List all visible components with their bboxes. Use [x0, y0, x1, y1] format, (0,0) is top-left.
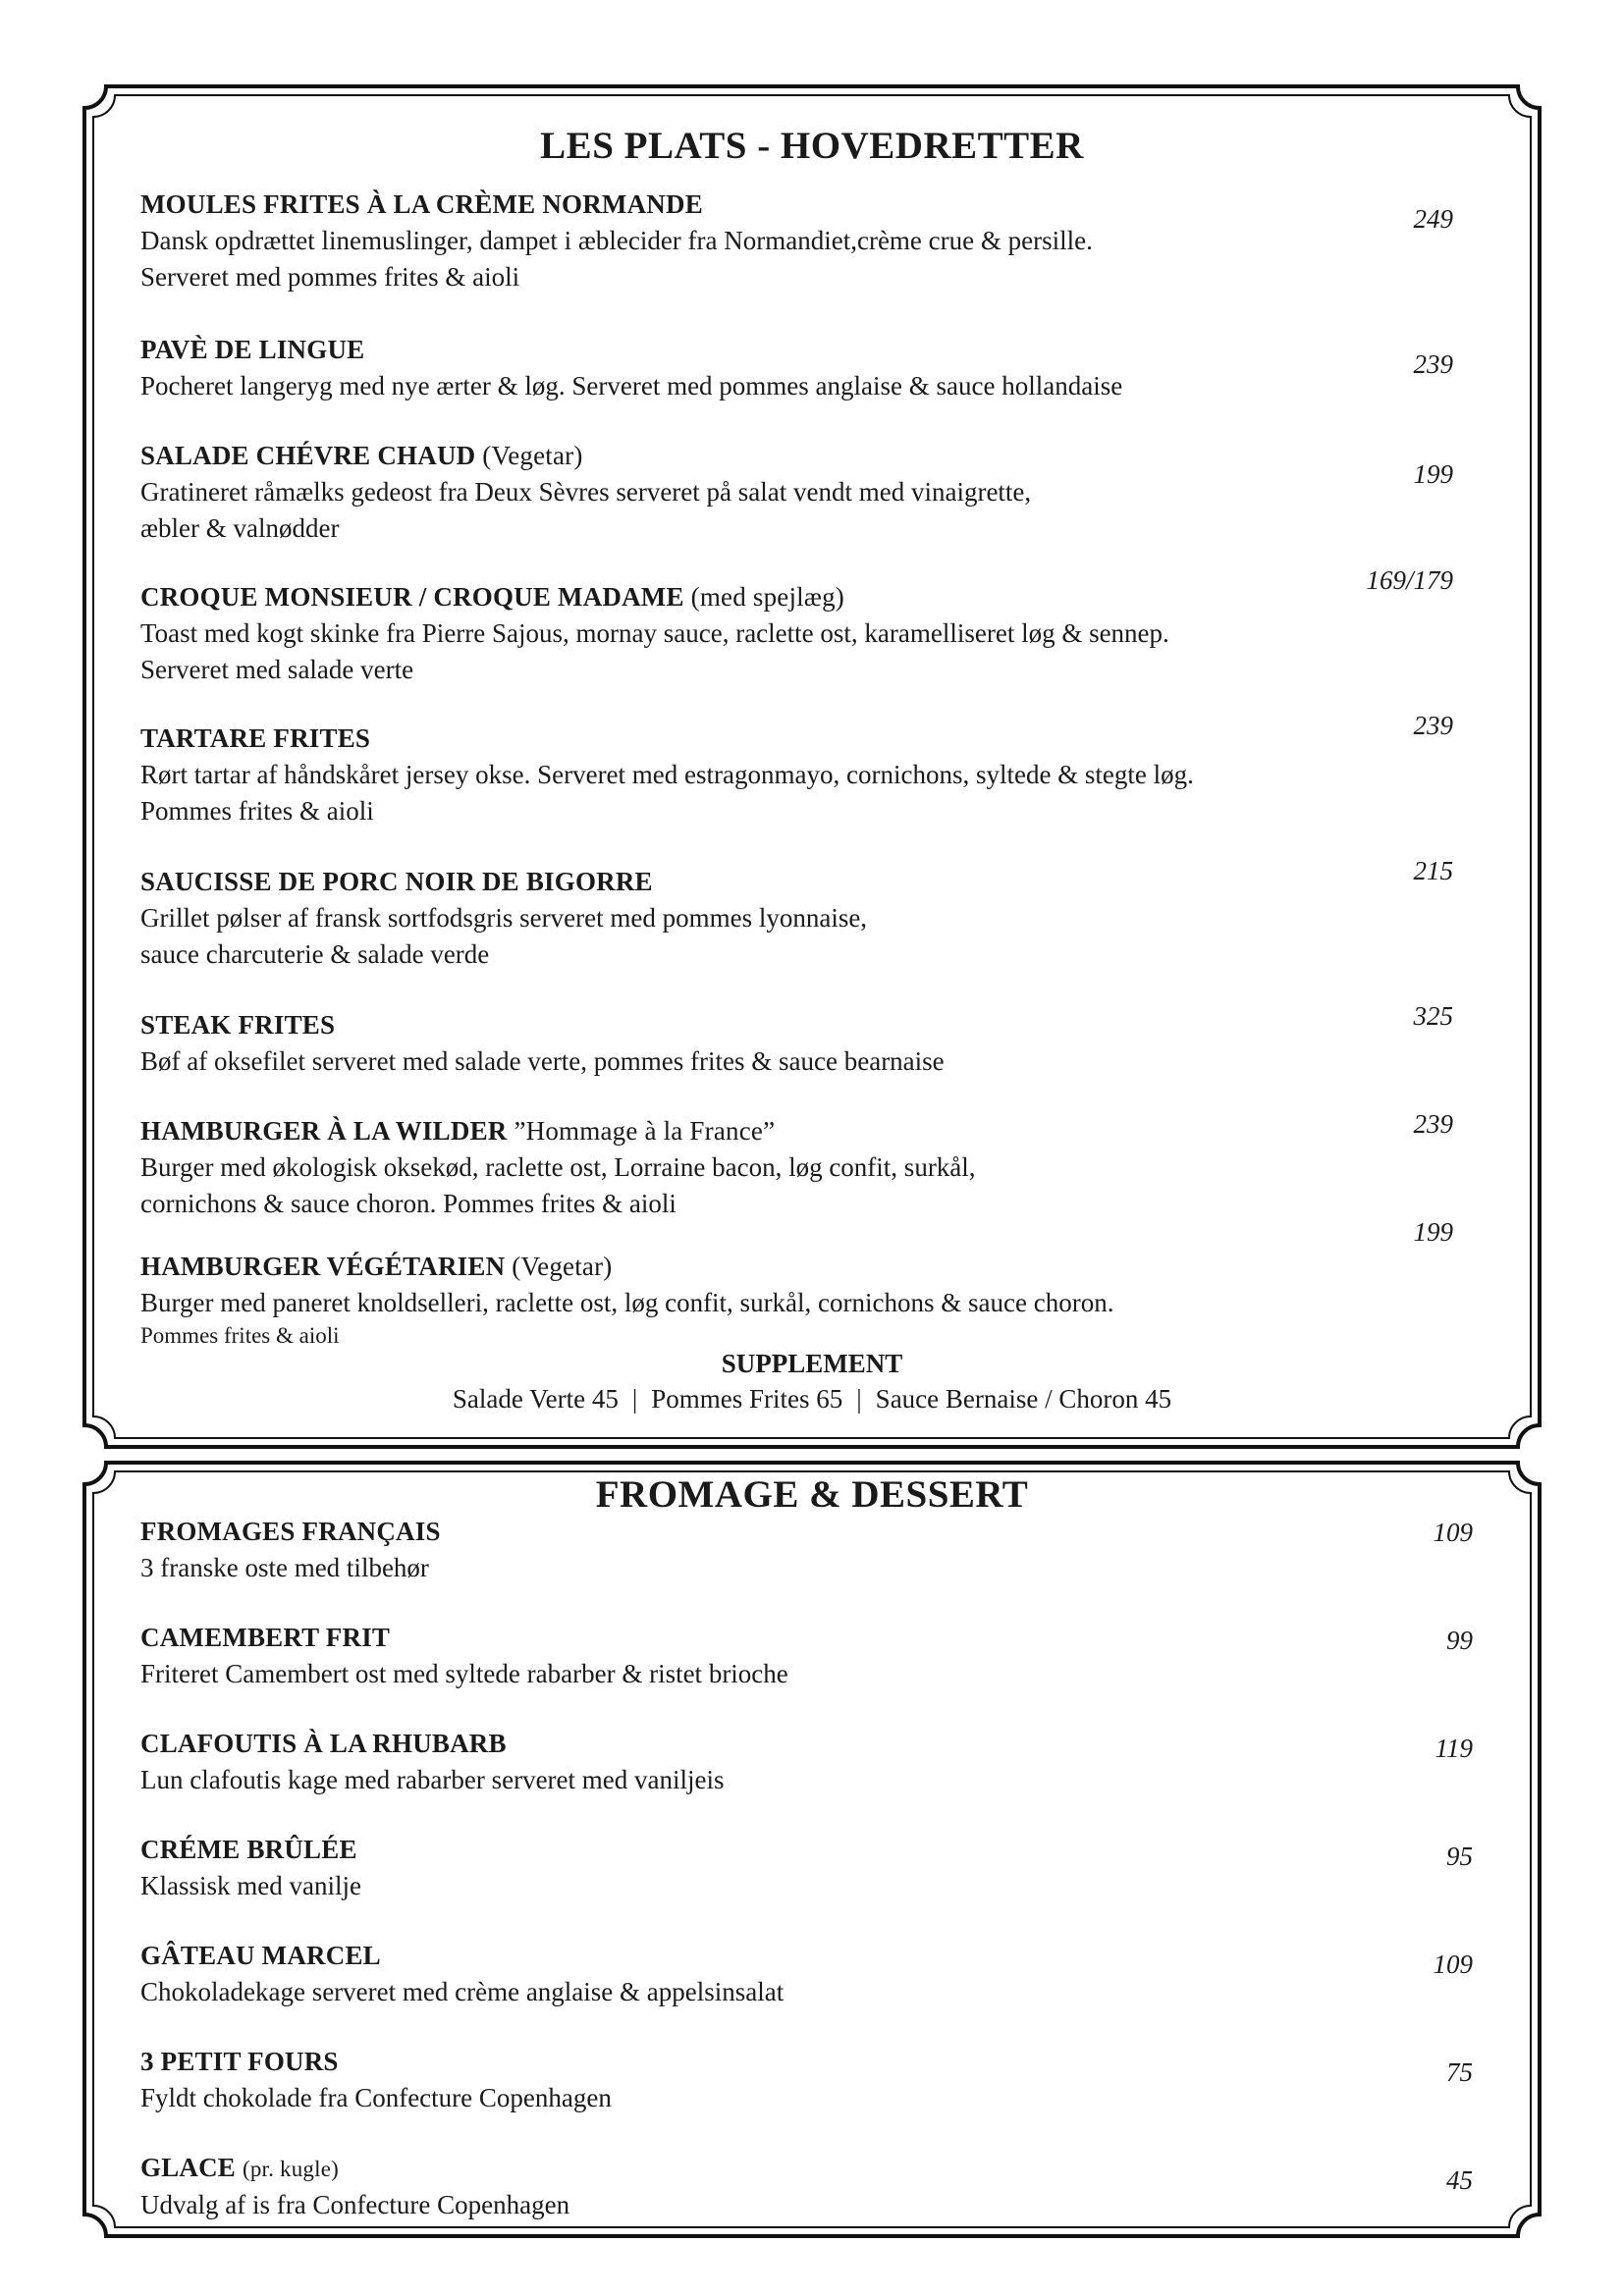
menu-item	[140, 1514, 1481, 1586]
separator: |	[631, 1384, 638, 1414]
supplement-entry: Pommes Frites 65	[651, 1384, 843, 1414]
menu-item	[140, 864, 1481, 973]
item-description: Grillet pølser af fransk sortfodsgris serveret med pommes lyonnaise,	[140, 903, 868, 933]
item-name: CROQUE MONSIEUR / CROQUE MADAME (med spejlæg)	[140, 582, 844, 612]
item-note: (med spejlæg)	[690, 582, 844, 612]
separator: |	[856, 1384, 862, 1414]
item-note: (pr. kugle)	[242, 2157, 339, 2181]
item-description: Rørt tartar af håndskåret jersey okse. Serveret med estragonmayo, cornichons, syltede & stegte løg.	[140, 760, 1194, 789]
item-description: cornichons & sauce choron. Pommes frites & aioli	[140, 1189, 677, 1218]
item-name: GÂTEAU MARCEL	[140, 1941, 381, 1970]
menu-item	[140, 187, 1481, 295]
item-price: 239	[1413, 1109, 1453, 1139]
menu-item	[140, 1007, 1481, 1080]
dessert-panel	[84, 1463, 1540, 2236]
item-description: Toast med kogt skinke fra Pierre Sajous, mornay sauce, raclette ost, karamelliseret løg & sennep.	[140, 618, 1169, 648]
menu-item	[140, 721, 1481, 829]
item-name: TARTARE FRITES	[140, 723, 371, 753]
item-description: Udvalg af is fra Confecture Copenhagen	[140, 2190, 570, 2219]
supplement-list	[84, 1384, 1540, 1415]
item-name: STEAK FRITES	[140, 1010, 336, 1040]
item-name: CLAFOUTIS À LA RHUBARB	[140, 1729, 507, 1758]
main-courses-panel	[84, 86, 1540, 1447]
item-name: PAVÈ DE LINGUE	[140, 335, 365, 364]
item-description: Serveret med salade verte	[140, 655, 414, 684]
item-description: Fyldt chokolade fra Confecture Copenhagen	[140, 2083, 612, 2112]
item-name: SALADE CHÉVRE CHAUD (Vegetar)	[140, 441, 583, 470]
item-name: 3 PETIT FOURS	[140, 2047, 339, 2076]
menu-item	[140, 1249, 1481, 1351]
item-price: 249	[1413, 204, 1453, 234]
item-description: Gratineret råmælks gedeost fra Deux Sèvres serveret på salat vendt med vinaigrette,	[140, 477, 1032, 507]
item-name: MOULES FRITES À LA CRÈME NORMANDE	[140, 189, 703, 219]
menu-item	[140, 2150, 1481, 2223]
menu-item	[140, 1832, 1481, 1904]
item-name: HAMBURGER VÉGÉTARIEN (Vegetar)	[140, 1252, 613, 1281]
section-title-main: LES PLATS - HOVEDRETTER	[540, 125, 1084, 167]
item-note: (Vegetar)	[512, 1252, 613, 1281]
item-name: CAMEMBERT FRIT	[140, 1623, 391, 1652]
item-name: HAMBURGER À LA WILDER ”Hommage à la France”	[140, 1116, 776, 1146]
menu-item	[140, 1620, 1481, 1692]
item-note: (Vegetar)	[482, 441, 583, 470]
item-price: 239	[1413, 349, 1453, 379]
item-price: 215	[1413, 856, 1453, 885]
item-name: SAUCISSE DE PORC NOIR DE BIGORRE	[140, 867, 653, 896]
item-description: sauce charcuterie & salade verde	[140, 939, 490, 969]
item-price: 325	[1413, 1001, 1453, 1031]
item-description: Dansk opdrættet linemuslinger, dampet i æblecider fra Normandiet,crème crue & persille.	[140, 226, 1093, 255]
item-description: Pommes frites & aioli	[140, 1323, 340, 1348]
item-price: 239	[1413, 711, 1453, 740]
item-note: ”Hommage à la France”	[514, 1116, 776, 1146]
item-description: Burger med paneret knoldselleri, raclette ost, løg confit, surkål, cornichons & sauce choron.	[140, 1288, 1114, 1317]
menu-item	[140, 1113, 1481, 1222]
menu-item	[140, 1938, 1481, 2010]
item-price: 45	[1446, 2165, 1473, 2195]
item-description: Serveret med pommes frites & aioli	[140, 262, 520, 292]
menu-item	[140, 2044, 1481, 2116]
menu-item	[140, 579, 1481, 688]
item-description: 3 franske oste med tilbehør	[140, 1553, 429, 1582]
item-price: 169/179	[1366, 565, 1453, 595]
item-price: 99	[1446, 1626, 1473, 1655]
item-description: Pommes frites & aioli	[140, 796, 374, 826]
menu-item	[140, 438, 1481, 547]
item-price: 199	[1413, 1217, 1453, 1247]
item-name: GLACE (pr. kugle)	[140, 2153, 339, 2182]
item-price: 95	[1446, 1842, 1473, 1871]
item-description: Pocheret langeryg med nye ærter & løg. Serveret med pommes anglaise & sauce hollandaise	[140, 371, 1123, 400]
supplement-entry: Salade Verte 45	[452, 1384, 619, 1414]
item-name: CRÉME BRÛLÉE	[140, 1835, 357, 1864]
item-description: Bøf af oksefilet serveret med salade verte, pommes frites & sauce bearnaise	[140, 1046, 945, 1076]
item-price: 199	[1413, 459, 1453, 489]
item-name: FROMAGES FRANÇAIS	[140, 1517, 441, 1546]
supplement-title: SUPPLEMENT	[721, 1349, 903, 1378]
item-description: Klassisk med vanilje	[140, 1871, 361, 1900]
item-description: æbler & valnødder	[140, 513, 340, 543]
section-title-dessert: FROMAGE & DESSERT	[595, 1473, 1029, 1516]
item-description: Chokoladekage serveret med crème anglaise & appelsinsalat	[140, 1977, 785, 2006]
supplement-entry: Sauce Bernaise / Choron 45	[875, 1384, 1172, 1414]
menu-item	[140, 1726, 1481, 1798]
menu-item	[140, 332, 1481, 404]
item-description: Lun clafoutis kage med rabarber serveret med vaniljeis	[140, 1765, 725, 1794]
item-description: Friteret Camembert ost med syltede rabarber & ristet brioche	[140, 1659, 788, 1688]
item-price: 109	[1433, 1518, 1473, 1547]
item-price: 119	[1435, 1734, 1473, 1763]
item-price: 109	[1433, 1949, 1473, 1979]
item-description: Burger med økologisk oksekød, raclette ost, Lorraine bacon, løg confit, surkål,	[140, 1152, 976, 1182]
item-price: 75	[1446, 2057, 1473, 2087]
